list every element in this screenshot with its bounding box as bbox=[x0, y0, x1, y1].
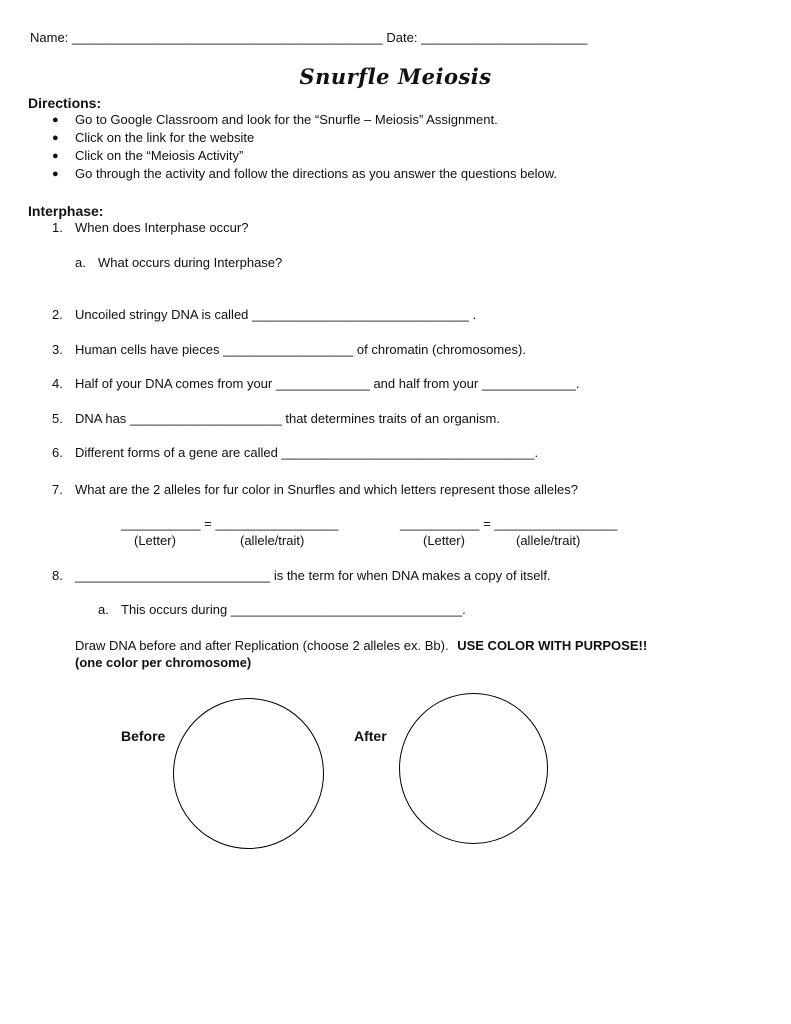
list-item: Go to Google Classroom and look for the “Snurfle – Meiosis” Assignment. bbox=[75, 112, 498, 127]
q6-text: Different forms of a gene are called ___________________________________. bbox=[75, 445, 539, 460]
q3-number: 3. bbox=[52, 342, 63, 357]
q8a-number: a. bbox=[98, 602, 109, 617]
q1a-number: a. bbox=[75, 255, 86, 270]
after-label: After bbox=[354, 728, 387, 744]
name-date-line: Name: ___________________________________________ Date: _______________________ bbox=[30, 30, 588, 45]
before-drawing-circle[interactable] bbox=[173, 698, 324, 849]
allele-trait-label: (allele/trait) bbox=[516, 533, 581, 548]
q8-text: ___________________________ is the term for when DNA makes a copy of itself. bbox=[75, 568, 551, 583]
allele-pair-line: ___________ = _________________ bbox=[400, 516, 618, 531]
allele-pair-line: ___________ = _________________ bbox=[121, 516, 339, 531]
draw-instruction-text: Draw DNA before and after Replication (choose 2 alleles ex. Bb). bbox=[75, 638, 449, 653]
list-item: Go through the activity and follow the directions as you answer the questions below. bbox=[75, 166, 558, 181]
bullet-icon: ● bbox=[52, 132, 59, 144]
directions-heading: Directions: bbox=[28, 95, 102, 111]
allele-trait-label: (allele/trait) bbox=[240, 533, 305, 548]
draw-emphasis: USE COLOR WITH PURPOSE!! bbox=[457, 638, 648, 653]
q2-number: 2. bbox=[52, 307, 63, 322]
allele-letter-label: (Letter) bbox=[423, 533, 465, 548]
interphase-heading: Interphase: bbox=[28, 203, 104, 219]
list-item: Click on the “Meiosis Activity” bbox=[75, 148, 244, 163]
q2-text: Uncoiled stringy DNA is called ______________________________ . bbox=[75, 307, 477, 322]
q8-number: 8. bbox=[52, 568, 63, 583]
q3-text: Human cells have pieces __________________ of chromatin (chromosomes). bbox=[75, 342, 526, 357]
list-item: Click on the link for the website bbox=[75, 130, 255, 145]
draw-note: (one color per chromosome) bbox=[75, 655, 252, 670]
q4-number: 4. bbox=[52, 376, 63, 391]
q5-number: 5. bbox=[52, 411, 63, 426]
q6-number: 6. bbox=[52, 445, 63, 460]
q5-text: DNA has _____________________ that determines traits of an organism. bbox=[75, 411, 500, 426]
q8a-text: This occurs during ________________________________. bbox=[121, 602, 466, 617]
bullet-icon: ● bbox=[52, 168, 59, 180]
page-title: Snurfle Meiosis bbox=[299, 64, 492, 89]
q7-text: What are the 2 alleles for fur color in Snurfles and which letters represent those alleles? bbox=[75, 482, 578, 497]
q1a-text: What occurs during Interphase? bbox=[98, 255, 283, 270]
q7-number: 7. bbox=[52, 482, 63, 497]
bullet-icon: ● bbox=[52, 150, 59, 162]
before-label: Before bbox=[121, 728, 166, 744]
q1-number: 1. bbox=[52, 220, 63, 235]
after-drawing-circle[interactable] bbox=[399, 693, 548, 844]
draw-instruction bbox=[75, 638, 647, 654]
q4-text: Half of your DNA comes from your _____________ and half from your _____________. bbox=[75, 376, 580, 391]
allele-letter-label: (Letter) bbox=[134, 533, 176, 548]
q1-text: When does Interphase occur? bbox=[75, 220, 249, 235]
bullet-icon: ● bbox=[52, 114, 59, 126]
